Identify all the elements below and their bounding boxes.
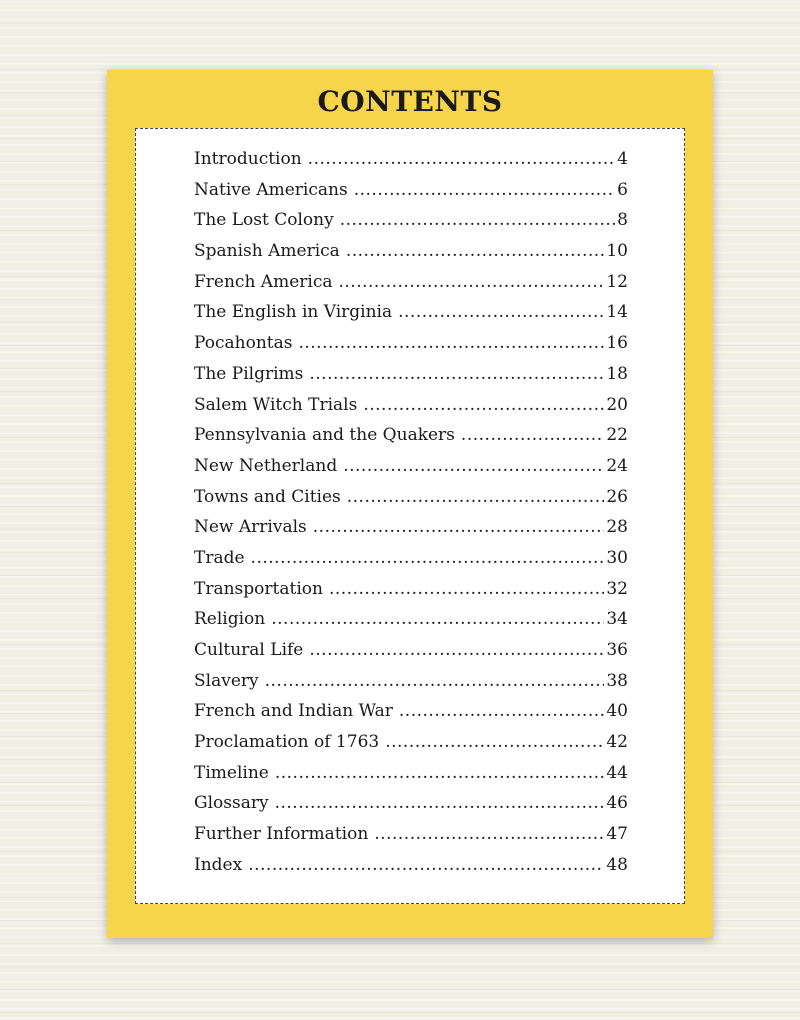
toc-entry <box>194 395 628 426</box>
toc-entry <box>194 609 628 640</box>
toc-entry-page-number: 46 <box>606 793 628 814</box>
toc-entry-label: Native Americans <box>194 179 348 200</box>
dot-leader <box>251 548 605 568</box>
toc-entry <box>194 149 628 180</box>
dot-leader <box>338 272 604 292</box>
toc-entry-page-number: 44 <box>606 762 628 783</box>
toc-entry <box>194 855 628 886</box>
toc-entry <box>194 333 628 364</box>
toc-entry-page-number: 18 <box>606 363 628 384</box>
toc-entry <box>194 487 628 518</box>
toc-entry-page-number: 32 <box>606 578 628 599</box>
toc-entry-label: The English in Virginia <box>194 302 393 323</box>
toc-entry-page-number: 14 <box>606 302 628 323</box>
toc-entry-page-number: 22 <box>606 425 628 446</box>
toc-entry-label: New Arrivals <box>194 517 307 538</box>
toc-entry-label: Timeline <box>194 762 269 783</box>
toc-entry-page-number: 30 <box>606 547 628 568</box>
toc-entry-page-number: 47 <box>606 824 628 845</box>
toc-entry <box>194 241 628 272</box>
toc-entry-page-number: 26 <box>606 486 628 507</box>
toc-entry-page-number: 24 <box>606 455 628 476</box>
toc-entry-page-number: 10 <box>606 241 628 262</box>
dot-leader <box>309 640 604 660</box>
toc-entry-page-number: 6 <box>617 179 628 200</box>
dot-leader <box>340 210 615 230</box>
dot-leader <box>275 763 605 783</box>
dot-leader <box>347 487 605 507</box>
toc-entry-page-number: 42 <box>606 732 628 753</box>
toc-entry <box>194 701 628 732</box>
toc-entry-label: Proclamation of 1763 <box>194 732 380 753</box>
toc-entry-label: Cultural Life <box>194 640 304 660</box>
toc-entry-label: Transportation <box>194 578 323 599</box>
toc-entry-label: Slavery <box>194 670 259 691</box>
toc-entry-page-number: 36 <box>606 640 628 660</box>
contents-panel <box>135 128 685 904</box>
toc-entry-label: Salem Witch Trials <box>194 394 358 415</box>
toc-entry-page-number: 12 <box>606 271 628 292</box>
toc-entry <box>194 548 628 579</box>
toc-entry-label: New Netherland <box>194 455 338 476</box>
dot-leader <box>271 609 604 629</box>
toc-entry-label: Towns and Cities <box>194 486 341 507</box>
toc-entry-label: Introduction <box>194 149 302 169</box>
toc-entry-page-number: 34 <box>606 609 628 630</box>
page-title: CONTENTS <box>317 85 503 118</box>
toc-entry <box>194 763 628 794</box>
dot-leader <box>346 241 605 261</box>
dot-leader <box>398 302 604 322</box>
toc-entry <box>194 640 628 671</box>
contents-page <box>107 70 713 938</box>
dot-leader <box>309 364 604 384</box>
toc-entry <box>194 180 628 211</box>
toc-entry-label: Glossary <box>194 793 269 814</box>
toc-entry-page-number: 40 <box>606 701 628 722</box>
toc-entry <box>194 302 628 333</box>
dot-leader <box>265 671 605 691</box>
toc-entry-page-number: 48 <box>606 854 628 875</box>
toc-entry <box>194 824 628 855</box>
toc-entry-label: Index <box>194 854 243 875</box>
toc-entry <box>194 671 628 702</box>
toc-entry-page-number: 16 <box>606 333 628 354</box>
dot-leader <box>343 456 604 476</box>
dot-leader <box>313 517 605 537</box>
dot-leader <box>308 149 616 169</box>
dot-leader <box>461 425 604 445</box>
toc-entry-label: The Pilgrims <box>194 363 304 384</box>
toc-entry-label: French and Indian War <box>194 701 393 722</box>
toc-entry-label: The Lost Colony <box>194 210 334 231</box>
dot-leader <box>329 579 604 599</box>
dot-leader <box>354 180 615 200</box>
toc-entry-label: Spanish America <box>194 241 340 262</box>
toc-list <box>194 149 628 886</box>
toc-entry <box>194 732 628 763</box>
toc-entry <box>194 364 628 395</box>
toc-entry-page-number: 4 <box>617 149 628 169</box>
toc-entry-label: Further Information <box>194 824 369 845</box>
dot-leader <box>275 793 605 813</box>
toc-entry <box>194 579 628 610</box>
toc-entry <box>194 517 628 548</box>
toc-entry-label: Trade <box>194 547 245 568</box>
dot-leader <box>374 824 604 844</box>
toc-entry-label: French America <box>194 271 333 292</box>
dot-leader <box>385 732 604 752</box>
toc-entry-page-number: 28 <box>606 517 628 538</box>
dot-leader <box>298 333 604 353</box>
toc-entry <box>194 425 628 456</box>
dot-leader <box>248 855 604 875</box>
toc-entry <box>194 456 628 487</box>
toc-entry-label: Pennsylvania and the Quakers <box>194 425 455 446</box>
toc-entry <box>194 793 628 824</box>
dot-leader <box>399 701 604 721</box>
toc-entry-page-number: 20 <box>606 394 628 415</box>
toc-entry <box>194 272 628 303</box>
toc-entry-page-number: 8 <box>617 210 628 231</box>
toc-entry <box>194 210 628 241</box>
dot-leader <box>363 395 604 415</box>
toc-entry-page-number: 38 <box>606 670 628 691</box>
toc-entry-label: Religion <box>194 609 266 630</box>
toc-entry-label: Pocahontas <box>194 333 293 354</box>
